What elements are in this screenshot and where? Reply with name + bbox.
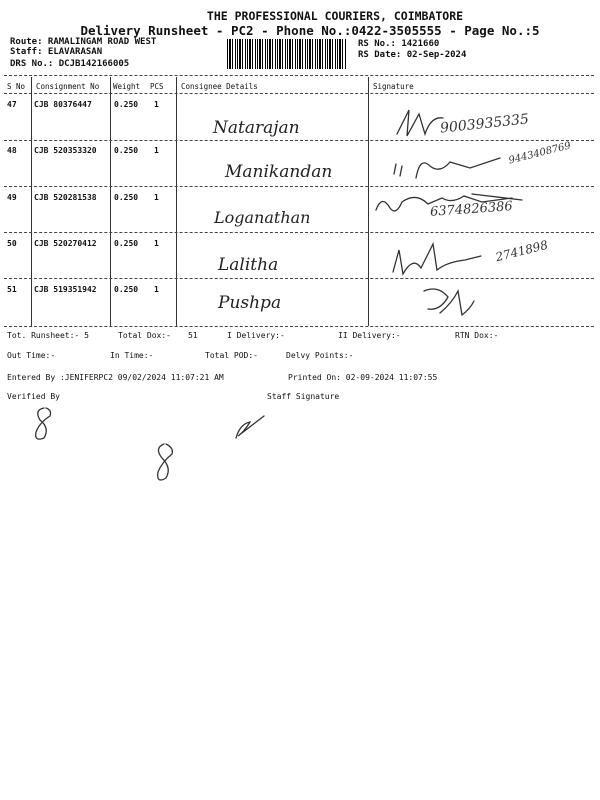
col-consignment: Consignment No: [36, 82, 100, 91]
rs-number: RS No.: 1421660: [358, 39, 440, 49]
in-time: In Time:-: [110, 351, 154, 360]
drs-number: DRS No.: DCJB142166005: [10, 59, 130, 69]
col-divider: [368, 77, 369, 326]
row-consignment: CJB 520281538: [34, 193, 97, 202]
row-pcs: 1: [154, 239, 159, 248]
col-consignee: Consignee Details: [181, 82, 258, 91]
tot-runsheet: Tot. Runsheet:- 5: [7, 331, 89, 340]
consignee-name: Natarajan: [213, 118, 300, 138]
signature-mark: [418, 283, 478, 327]
consignee-name: Lalitha: [218, 255, 279, 275]
col-divider: [31, 77, 32, 326]
row-rule: [4, 140, 594, 141]
row-sno: 51: [7, 285, 17, 294]
col-weight: Weight: [113, 82, 141, 91]
company-title: THE PROFESSIONAL COURIERS, COIMBATORE: [206, 9, 464, 23]
ii-delivery: II Delivery:-: [338, 331, 401, 340]
row-sno: 50: [7, 239, 17, 248]
signature-mark: [372, 190, 532, 220]
col-divider: [110, 77, 111, 326]
row-pcs: 1: [154, 100, 159, 109]
row-sno: 49: [7, 193, 17, 202]
col-pcs: PCS: [150, 82, 164, 91]
table-bottom-rule: [4, 326, 594, 327]
staff-label: Staff: ELAVARASAN: [10, 47, 103, 57]
row-consignment: CJB 80376447: [34, 100, 92, 109]
row-weight: 0.250: [114, 146, 139, 155]
col-sno: S No: [7, 82, 26, 91]
row-weight: 0.250: [114, 239, 139, 248]
consignee-name: Pushpa: [218, 293, 282, 313]
barcode: [227, 39, 347, 69]
total-dox-label: Total Dox:-: [118, 331, 171, 340]
signature-phone: 9003935335: [439, 111, 530, 137]
table-top-rule: [4, 75, 594, 76]
out-time: Out Time:-: [7, 351, 56, 360]
col-signature: Signature: [373, 82, 414, 91]
total-dox-value: 51: [188, 331, 198, 340]
row-sno: 48: [7, 146, 17, 155]
delvy-points: Delvy Points:-: [286, 351, 354, 360]
row-weight: 0.250: [114, 285, 139, 294]
row-weight: 0.250: [114, 100, 139, 109]
row-weight: 0.250: [114, 193, 139, 202]
staff-signature-label: Staff Signature: [267, 392, 340, 401]
signature-phone: 9443408769: [507, 140, 573, 167]
row-rule: [4, 278, 594, 279]
row-consignment: CJB 519351942: [34, 285, 97, 294]
total-pod: Total POD:-: [205, 351, 258, 360]
handwritten-mark: [150, 440, 180, 486]
signature-phone: 6374826386: [429, 199, 514, 220]
printed-on: Printed On: 02-09-2024 11:07:55: [288, 373, 438, 382]
signature-mark: [395, 104, 445, 144]
row-rule: [4, 232, 594, 233]
row-consignment: CJB 520270412: [34, 239, 97, 248]
entered-by: Entered By :JENIFERPC2 09/02/2024 11:07:21 AM: [7, 373, 224, 382]
signature-mark: [385, 236, 485, 280]
row-rule: [4, 186, 594, 187]
i-delivery: I Delivery:-: [227, 331, 285, 340]
row-pcs: 1: [154, 193, 159, 202]
verified-by-label: Verified By: [7, 392, 60, 401]
consignee-name: Manikandan: [225, 162, 333, 182]
col-divider: [176, 77, 177, 326]
verifier-signature: [28, 404, 58, 444]
rtn-dox: RTN Dox:-: [455, 331, 499, 340]
header-bottom-rule: [4, 93, 594, 94]
signature-phone: 2741898: [494, 237, 550, 265]
rs-date: RS Date: 02-Sep-2024: [358, 50, 467, 60]
consignee-name: Loganathan: [214, 208, 311, 227]
runsheet-subtitle: Delivery Runsheet - PC2 - Phone No.:0422-3505555 - Page No.:5: [80, 23, 540, 38]
route-label: Route: RAMALINGAM ROAD WEST: [10, 37, 157, 47]
signature-mark: [390, 150, 510, 186]
row-pcs: 1: [154, 285, 159, 294]
row-consignment: CJB 520353320: [34, 146, 97, 155]
staff-signature-mark: [230, 410, 270, 442]
row-pcs: 1: [154, 146, 159, 155]
row-sno: 47: [7, 100, 17, 109]
